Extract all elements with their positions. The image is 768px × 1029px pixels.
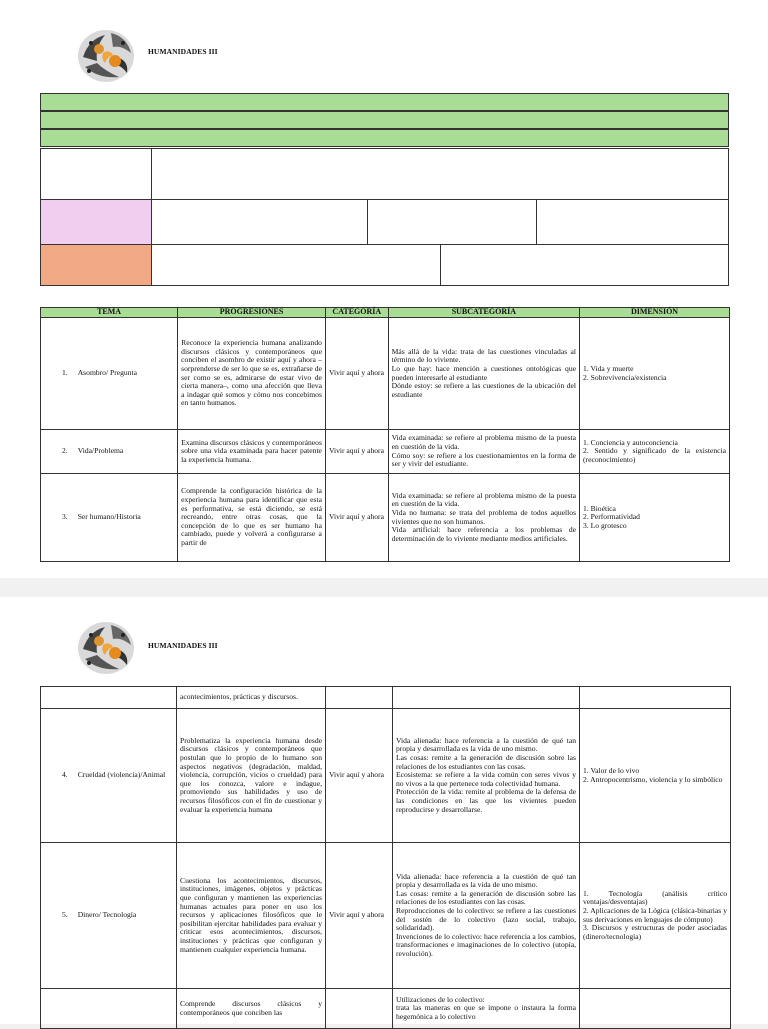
categoria-cell: Vivir aquí y ahora	[326, 843, 393, 989]
subcategoria-cell: Vida examinada: se refiere al problema mismo de la puesta en cuestión de la vida. Vida no humana: se trata del problema de todos aquellos vivientes que no son humanos. Vida artificial: hace referencia a los problemas de determinación de lo viviente mediante medios artificiales.	[388, 474, 579, 562]
subcategoria-cell: Más allá de la vida: trata de las cuestiones vinculadas al término de lo viviente. Lo que hay: hace mención a cuestiones ontológicas que pueden interesarle al estudiante Dónde estoy: se refiere a las cuestiones de la ubicación del estudiante	[388, 318, 579, 430]
tema-cell	[41, 687, 177, 709]
table-row	[41, 843, 731, 989]
progresion-cell: acontecimientos, prácticas y discursos.	[177, 687, 326, 709]
tema-cell	[41, 989, 177, 1029]
dimension-cell	[580, 989, 731, 1029]
info-label-cell-1	[40, 148, 152, 200]
categoria-cell: Vivir aquí y ahora	[325, 430, 388, 474]
dimension-cell: 1. Valor de lo vivo 2. Antropocentrismo, violencia y lo simbólico	[580, 709, 731, 843]
subcategoria-cell: Vida alienada: hace referencia a la cuestión de qué tan propia y desarrollada es la vida de uno mismo. Las cosas: remite a la generación de discusión sobre las relaciones de los estudiantes con las cosas. Ecosistema: se refiere a la vida común con seres vivos y no vivos a la que pertenece toda colectividad humana. Protección de la vida: remite al problema de la defensa de las condiciones en las que los vivientes pueden reproducirse y desarrollarse.	[393, 709, 580, 843]
table-row	[41, 709, 731, 843]
dimension-cell: 1. Bioética 2. Performatividad 3. Lo grotesco	[580, 474, 730, 562]
tema-text: Dinero/ Tecnología	[77, 910, 137, 920]
tema-cell	[41, 318, 178, 430]
header-title: HUMANIDADES III	[148, 641, 218, 650]
info-value-cell-1	[151, 148, 729, 200]
header-categoria: CATEGORÍA	[325, 308, 388, 318]
header-dimension: DIMENSIÓN	[580, 308, 730, 318]
header-progresiones: PROGRESIONES	[178, 308, 326, 318]
tema-cell	[41, 430, 178, 474]
info-value-cell-2b	[367, 199, 537, 245]
subcategoria-cell	[393, 687, 580, 709]
info-value-cell-2a	[151, 199, 368, 245]
tema-text: Vida/Problema	[77, 446, 124, 456]
progresion-cell: Comprende la configuración histórica de la experiencia humana para identificar que esta es performativa, se está diciendo, se está recreando, entre otras cosas, que la concepción de lo que es ser humano ha cambiado, puede y volverá a configurarse a partir de	[178, 474, 326, 562]
table-row	[41, 989, 731, 1029]
tema-cell	[41, 843, 177, 989]
info-value-cell-2c	[536, 199, 729, 245]
table-row	[41, 687, 731, 709]
tema-cell	[41, 709, 177, 843]
info-band-1	[40, 93, 729, 111]
table-row	[41, 318, 730, 430]
school-logo-icon	[75, 619, 137, 677]
tema-cell	[41, 474, 178, 562]
progresion-cell: Problematiza la experiencia humana desde discursos clásicos y contemporáneos que postulan que lo propio de lo humano son aspectos negativos (degradación, maldad, violencia, corrupción, vicios o crueldad) para que los conozca, valore e indague, promoviendo sus habilidades y uso de recursos filosóficos con el fin de cuestionar y evaluar la experiencia humana	[177, 709, 326, 843]
info-value-cell-3b	[440, 244, 729, 286]
categoria-cell: Vivir aquí y ahora	[326, 709, 393, 843]
tema-text: Asombro/ Pregunta	[77, 368, 137, 378]
progresion-cell: Reconoce la experiencia humana analizando discursos clásicos y contemporáneos que conciben el asombro de existir aquí y ahora –sorprenderse de ser lo que se es, extrañarse de ser como se es, admirarse de estar vivo de cierta manera–, como una afección que lleva a indagar qué somos y cómo nos concebimos en tanto humanos.	[178, 318, 326, 430]
categoria-cell: Vivir aquí y ahora	[325, 474, 388, 562]
dimension-cell: 1. Conciencia y autoconciencia 2. Sentido y significado de la existencia (reconocimiento)	[580, 430, 730, 474]
tema-number: 5.	[62, 910, 68, 920]
progresion-cell: Examina discursos clásicos y contemporáneos sobre una vida examinada para hacer patente la experiencia humana.	[178, 430, 326, 474]
table-row	[41, 474, 730, 562]
header-tema: TEMA	[41, 308, 178, 318]
subcategoria-cell: Utilizaciones de lo colectivo: trata las maneras en que se impone o instaura la forma hegemónica a lo colectivo	[393, 989, 580, 1029]
table-header-row	[41, 308, 730, 318]
tema-number: 3.	[62, 512, 68, 522]
tema-text: Crueldad (violencia)/Animal	[77, 770, 166, 780]
categoria-cell	[326, 687, 393, 709]
progressions-table	[40, 307, 730, 562]
subcategoria-cell: Vida examinada: se refiere al problema mismo de la puesta en cuestión de la vida. Cómo soy: se refiere a los cuestionamientos en la forma de ser y vivir del estudiante.	[388, 430, 579, 474]
subcategoria-cell: Vida alienada: hace referencia a la cuestión de qué tan propia y desarrollada es la vida de uno mismo. Las cosas: remite a la generación de discusión sobre las relaciones de los estudiantes con las cosas. Reproducciones de lo colectivo: se refiere a las cuestiones del sostén de lo colectivo (lazo social, trabajo, solidaridad). Invenciones de lo colectivo: hace referencia a los cambios, transformaciones e imaginaciones de lo colectivo (utopía, revolución).	[393, 843, 580, 989]
progressions-table-continued	[40, 686, 731, 1029]
header-title: HUMANIDADES III	[148, 47, 218, 56]
info-label-cell-3	[40, 244, 152, 286]
table-row	[41, 430, 730, 474]
document-page-2	[0, 597, 768, 1024]
tema-number: 1.	[62, 368, 68, 378]
dimension-cell: 1. Tecnología (análisis crítico ventajas/desventajas) 2. Aplicaciones de la Lógica (clásica-binarias y sus derivaciones en lenguajes de cómputo) 3. Discursos y estructuras de poder asociadas (dinero/tecnología)	[580, 843, 731, 989]
header-subcategoria: SUBCATEGORÍA	[388, 308, 579, 318]
tema-number: 4.	[62, 770, 68, 780]
info-label-cell-2	[40, 199, 152, 245]
school-logo-icon	[75, 27, 137, 85]
categoria-cell: Vivir aquí y ahora	[325, 318, 388, 430]
progresion-cell: Cuestiona los acontecimientos, discursos, instituciones, imágenes, objetos y prácticas que configuran y mantienen las experiencias humanas actuales para poner en uso los recursos y aplicaciones filosóficos que le posibilitan ejercitar habilidades para evaluar y criticar esos acontecimientos, discursos, instituciones y prácticas que configuran y mantienen cualquier experiencia humana.	[177, 843, 326, 989]
dimension-cell	[580, 687, 731, 709]
info-band-2	[40, 111, 729, 129]
dimension-cell: 1. Vida y muerte 2. Sobrevivencia/existencia	[580, 318, 730, 430]
info-value-cell-3a	[151, 244, 441, 286]
tema-text: Ser humano/Historia	[77, 512, 141, 522]
categoria-cell	[326, 989, 393, 1029]
progresion-cell: Comprende discursos clásicos y contemporáneos que conciben las	[177, 989, 326, 1029]
info-band-3	[40, 129, 729, 147]
tema-number: 2.	[62, 446, 68, 456]
